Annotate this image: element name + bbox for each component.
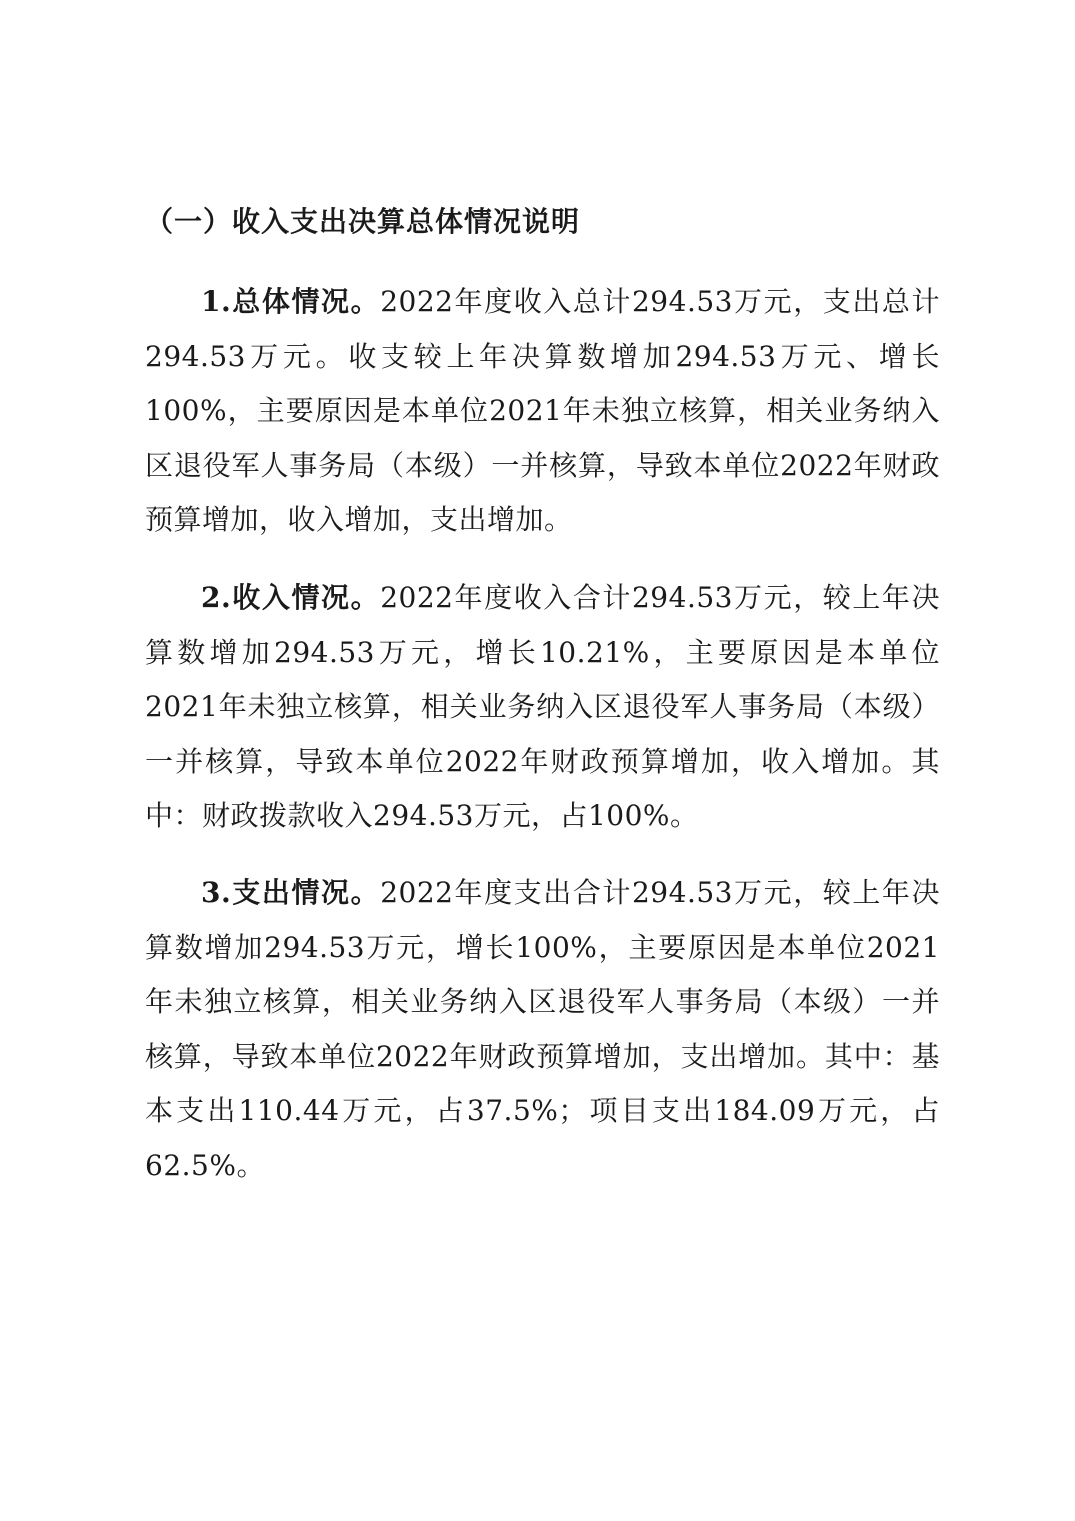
paragraph-body: 2022年度支出合计294.53万元，较上年决算数增加294.53万元，增长100%，主要原因是本单位2021年未独立核算，相关业务纳入区退役军人事务局（本级）一并核算，导致本单位2022年财政预算增加，支出增加。其中：基本支出110.44万元，占37.5%；项目支出184.09万元，占62.5%。 bbox=[145, 876, 941, 1182]
paragraph-expenditure bbox=[145, 866, 940, 1193]
paragraph-lead: 1.总体情况。 bbox=[201, 285, 381, 318]
paragraph-lead: 2.收入情况。 bbox=[201, 581, 381, 614]
paragraph-income bbox=[145, 571, 940, 844]
paragraph-lead: 3.支出情况。 bbox=[201, 876, 381, 909]
paragraph-overall bbox=[145, 275, 940, 548]
paragraph-body: 2022年度收入合计294.53万元，较上年决算数增加294.53万元，增长10.21%，主要原因是本单位2021年未独立核算，相关业务纳入区退役军人事务局（本级）一并核算，导致本单位2022年财政预算增加，收入增加。其中：财政拨款收入294.53万元，占100%。 bbox=[145, 581, 941, 832]
section-heading: （一）收入支出决算总体情况说明 bbox=[145, 205, 581, 238]
paragraph-body: 2022年度收入总计294.53万元，支出总计294.53万元。收支较上年决算数增加294.53万元、增长100%，主要原因是本单位2021年未独立核算，相关业务纳入区退役军人事务局（本级）一并核算，导致本单位2022年财政预算增加，收入增加，支出增加。 bbox=[145, 285, 941, 536]
